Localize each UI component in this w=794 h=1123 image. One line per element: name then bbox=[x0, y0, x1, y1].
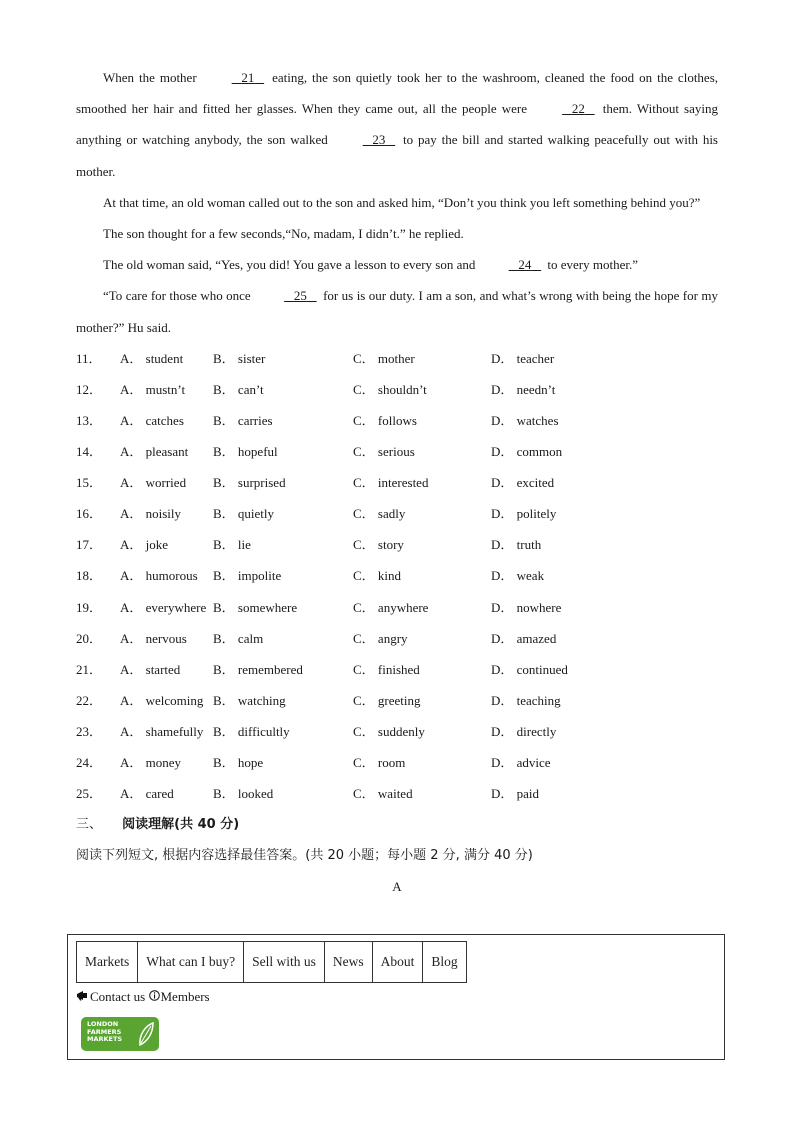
answer-blank: 22 bbox=[571, 101, 585, 117]
option-b: B． sister bbox=[213, 350, 266, 366]
question-row bbox=[76, 685, 718, 716]
option-c: C． anywhere bbox=[353, 599, 429, 615]
answer-blank: 23 bbox=[372, 132, 386, 148]
option-b: B． looked bbox=[213, 786, 274, 802]
option-a: A． cared bbox=[120, 786, 174, 802]
question-row bbox=[76, 747, 718, 778]
section-number: 三、 bbox=[76, 817, 103, 833]
question-number: 16． bbox=[76, 506, 103, 522]
option-b: B． impolite bbox=[213, 568, 282, 584]
question-row bbox=[76, 343, 718, 374]
option-a: A． nervous bbox=[120, 630, 187, 646]
question-number: 13． bbox=[76, 413, 103, 429]
option-c: C． story bbox=[353, 537, 404, 553]
logo-line-1: LONDON bbox=[87, 1020, 119, 1028]
option-c: C． kind bbox=[353, 568, 402, 584]
question-number: 17． bbox=[76, 537, 103, 553]
passage-text: When the mother bbox=[103, 70, 202, 85]
answer-blank: 25 bbox=[293, 288, 307, 304]
option-a: A． noisily bbox=[120, 506, 182, 522]
section-heading bbox=[76, 809, 718, 840]
option-c: C． mother bbox=[353, 350, 415, 366]
question-row bbox=[76, 592, 718, 623]
option-d: D． excited bbox=[491, 475, 555, 491]
info-icon bbox=[149, 990, 160, 1005]
option-b: B． carries bbox=[213, 413, 273, 429]
section-instruction: 阅读下列短文, 根据内容选择最佳答案。(共 20 小题；每小题 2 分, 满分 40 分) bbox=[76, 848, 533, 864]
passage-text: them. Without saying anything or watching anybody, the son walked bbox=[76, 101, 718, 148]
logo-line-2: FARMERS bbox=[87, 1027, 122, 1036]
nav-item-sell-with-us[interactable]: Sell with us bbox=[244, 942, 325, 982]
option-b: B． watching bbox=[213, 692, 286, 708]
option-d: D． amazed bbox=[491, 630, 557, 646]
option-a: A． catches bbox=[120, 413, 184, 429]
question-row bbox=[76, 623, 718, 654]
option-c: C． waited bbox=[353, 786, 413, 802]
question-number: 18． bbox=[76, 568, 103, 584]
passage-text: The son thought for a few seconds,“No, madam, I didn’t.” he replied. bbox=[103, 226, 464, 242]
option-b: B． can’t bbox=[213, 381, 264, 397]
passage-paragraph bbox=[76, 187, 718, 218]
passage-text: to pay the bill and started walking peacefully out with his mother. bbox=[76, 132, 718, 179]
option-d: D． continued bbox=[491, 661, 568, 677]
contact-us-link[interactable]: Contact us bbox=[90, 989, 146, 1004]
option-a: A． welcoming bbox=[120, 692, 204, 708]
leaf-icon bbox=[137, 1021, 155, 1047]
option-c: C． finished bbox=[353, 661, 420, 677]
contact-members-links bbox=[76, 989, 210, 1005]
question-row bbox=[76, 405, 718, 436]
question-number: 25． bbox=[76, 786, 103, 802]
option-a: A． pleasant bbox=[120, 444, 189, 460]
question-number: 22． bbox=[76, 692, 103, 708]
option-b: B． calm bbox=[213, 630, 264, 646]
option-d: D． watches bbox=[491, 413, 559, 429]
option-c: C． shouldn’t bbox=[353, 381, 427, 397]
website-screenshot bbox=[67, 934, 725, 1060]
passage-text: “To care for those who once bbox=[103, 288, 255, 304]
option-d: D． needn’t bbox=[491, 381, 556, 397]
passage-text: for us is our duty. I am a son, and what’s wrong with being the hope for my mother?” Hu said. bbox=[76, 288, 718, 335]
passage-paragraph bbox=[76, 62, 718, 187]
passage-letter: A bbox=[392, 879, 402, 895]
option-d: D． teaching bbox=[491, 692, 561, 708]
passage-text: eating, the son quietly took her to the washroom, cleaned the food on the clothes, smoothed her hair and fitted her glasses. When they came out, all the people were bbox=[76, 70, 719, 117]
option-a: A． worried bbox=[120, 475, 187, 491]
option-a: A． joke bbox=[120, 537, 169, 553]
option-c: C． sadly bbox=[353, 506, 406, 522]
logo-line-3: MARKETS bbox=[87, 1035, 123, 1043]
option-a: A． started bbox=[120, 661, 181, 677]
option-a: A． everywhere bbox=[120, 599, 207, 615]
question-row bbox=[76, 778, 718, 809]
option-b: B． difficultly bbox=[213, 723, 290, 739]
option-b: B． hope bbox=[213, 755, 264, 771]
option-c: C． greeting bbox=[353, 692, 421, 708]
question-number: 15． bbox=[76, 475, 103, 491]
option-a: A． shamefully bbox=[120, 723, 204, 739]
options-list bbox=[76, 343, 718, 809]
nav-item-markets[interactable]: Markets bbox=[77, 942, 138, 982]
answer-blank: 24 bbox=[518, 257, 532, 273]
members-link[interactable]: Members bbox=[160, 989, 210, 1004]
london-farmers-markets-logo[interactable] bbox=[81, 1017, 159, 1051]
megaphone-icon bbox=[76, 990, 89, 1005]
question-row bbox=[76, 654, 718, 685]
option-d: D． weak bbox=[491, 568, 545, 584]
question-row bbox=[76, 560, 718, 591]
option-a: A． mustn’t bbox=[120, 381, 186, 397]
option-d: D． advice bbox=[491, 755, 551, 771]
option-b: B． surprised bbox=[213, 475, 286, 491]
question-row bbox=[76, 374, 718, 405]
option-a: A． humorous bbox=[120, 568, 198, 584]
nav-item-about[interactable]: About bbox=[373, 942, 424, 982]
passage-paragraph bbox=[76, 218, 718, 249]
option-d: D． politely bbox=[491, 506, 557, 522]
question-row bbox=[76, 498, 718, 529]
passage-text: At that time, an old woman called out to the son and asked him, “Don’t you think you left something behind you?” bbox=[103, 194, 701, 210]
cloze-passage bbox=[76, 62, 718, 343]
option-a: A． money bbox=[120, 755, 182, 771]
question-number: 21． bbox=[76, 661, 103, 677]
option-d: D． nowhere bbox=[491, 599, 562, 615]
option-c: C． room bbox=[353, 755, 406, 771]
passage-text: The old woman said, “Yes, you did! You gave a lesson to every son and bbox=[103, 257, 479, 273]
option-d: D． common bbox=[491, 444, 563, 460]
option-c: C． serious bbox=[353, 444, 415, 460]
question-number: 19． bbox=[76, 599, 103, 615]
question-row bbox=[76, 716, 718, 747]
option-d: D． teacher bbox=[491, 350, 555, 366]
nav-item-what-can-i-buy[interactable]: What can I buy? bbox=[138, 942, 244, 982]
question-number: 14． bbox=[76, 444, 103, 460]
option-d: D． truth bbox=[491, 537, 542, 553]
option-c: C． follows bbox=[353, 413, 417, 429]
question-row bbox=[76, 467, 718, 498]
passage-text: to every mother.” bbox=[544, 257, 638, 273]
option-d: D． paid bbox=[491, 786, 540, 802]
nav-item-news[interactable]: News bbox=[325, 942, 373, 982]
option-b: B． quietly bbox=[213, 506, 275, 522]
option-c: C． suddenly bbox=[353, 723, 425, 739]
option-a: A． student bbox=[120, 350, 184, 366]
exam-page bbox=[76, 62, 718, 902]
question-number: 20． bbox=[76, 630, 103, 646]
passage-paragraph bbox=[76, 249, 718, 280]
passage-paragraph bbox=[76, 280, 718, 342]
option-b: B． remembered bbox=[213, 661, 303, 677]
site-nav bbox=[76, 941, 467, 983]
question-row bbox=[76, 436, 718, 467]
option-b: B． somewhere bbox=[213, 599, 298, 615]
question-number: 11． bbox=[76, 350, 102, 366]
option-c: C． angry bbox=[353, 630, 408, 646]
option-b: B． hopeful bbox=[213, 444, 278, 460]
option-b: B． lie bbox=[213, 537, 251, 553]
option-c: C． interested bbox=[353, 475, 429, 491]
question-row bbox=[76, 529, 718, 560]
question-number: 12． bbox=[76, 381, 103, 397]
section-title: 阅读理解(共 40 分) bbox=[122, 817, 240, 833]
question-number: 23． bbox=[76, 723, 103, 739]
question-number: 24． bbox=[76, 755, 103, 771]
answer-blank: 21 bbox=[241, 70, 255, 85]
option-d: D． directly bbox=[491, 723, 557, 739]
nav-item-blog[interactable]: Blog bbox=[431, 954, 458, 969]
